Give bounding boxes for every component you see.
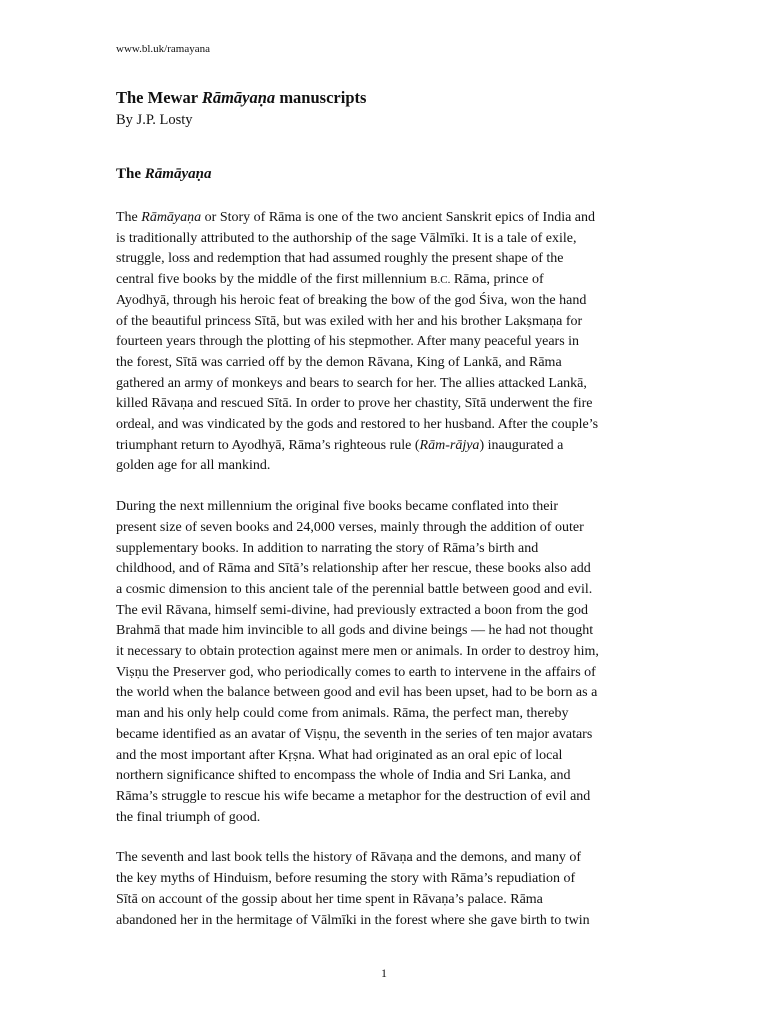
text-run: golden age for all mankind. (116, 458, 271, 474)
text-line (116, 456, 656, 477)
text-line (116, 890, 656, 911)
text-run: struggle, loss and redemption that had assumed roughly the present shape of the (116, 251, 564, 267)
text-run: Viṣṇu the Preserver god, who periodically comes to earth to intervene in the affairs of (116, 664, 596, 680)
text-line (116, 601, 656, 622)
text-run: gathered an army of monkeys and bears to search for her. The allies attacked Lankā, (116, 375, 587, 391)
text-line (116, 415, 656, 436)
section-heading (116, 165, 211, 183)
page-number: 1 (381, 966, 387, 980)
document-title (116, 88, 366, 108)
text-line (116, 683, 656, 704)
text-run: man and his only help could come from animals. Rāma, the perfect man, thereby (116, 706, 569, 722)
text-run: The seventh and last book tells the history of Rāvaṇa and the demons, and many of (116, 850, 582, 866)
text-run: central five books by the middle of the first millennium (116, 272, 431, 288)
header-url: www.bl.uk/ramayana (116, 43, 210, 55)
text-run: is traditionally attributed to the authorship of the sage Vālmīki. It is a tale of exile, (116, 230, 577, 246)
italic-text: Rām-rājya (419, 437, 480, 453)
text-run: present size of seven books and 24,000 verses, mainly through the addition of outer (116, 519, 584, 535)
text-line (116, 374, 656, 395)
text-line (116, 642, 656, 663)
text-run: ) inaugurated a (479, 437, 564, 453)
text-line (116, 270, 656, 291)
text-line (116, 436, 656, 457)
section-heading-italic-word: Rāmāyaṇa (144, 166, 212, 182)
text-run: a cosmic dimension to this ancient tale of the perennial battle between good and evil. (116, 581, 593, 597)
title-italic-word: Rāmāyaṇa (201, 88, 276, 107)
text-run: supplementary books. In addition to narrating the story of Rāma’s birth and (116, 540, 539, 556)
text-run: Rāma, prince of (450, 272, 544, 288)
text-run: triumphant return to Ayodhyā, Rāma’s righteous rule ( (116, 437, 420, 453)
text-line (116, 208, 656, 229)
text-line (116, 394, 656, 415)
text-run: the world when the balance between good and evil has been upset, had to be born as a (116, 685, 598, 701)
text-line (116, 249, 656, 270)
text-line (116, 766, 656, 787)
text-run: childhood, and of Rāma and Sītā’s relationship after her rescue, these books also add (116, 561, 591, 577)
body-text (116, 208, 656, 951)
text-run: the forest, Sītā was carried off by the demon Rāvana, King of Lankā, and Rāma (116, 354, 562, 370)
text-run: abandoned her in the hermitage of Vālmīki in the forest where she gave birth to twin (116, 912, 590, 928)
text-line (116, 808, 656, 829)
text-line (116, 291, 656, 312)
title-suffix: manuscripts (275, 88, 367, 107)
text-run: ordeal, and was vindicated by the gods and restored to her husband. After the couple’s (116, 417, 599, 433)
text-line (116, 725, 656, 746)
text-line (116, 911, 656, 932)
text-run: Brahmā that made him invincible to all gods and divine beings — he had not thought (116, 623, 594, 639)
text-run: The evil Rāvana, himself semi-divine, had previously extracted a boon from the god (116, 602, 588, 618)
text-line (116, 229, 656, 250)
text-line (116, 746, 656, 767)
text-run: it necessary to obtain protection against mere men or animals. In order to destroy him, (116, 644, 599, 660)
text-line (116, 869, 656, 890)
text-run: During the next millennium the original five books became conflated into their (116, 499, 559, 515)
text-run: became identified as an avatar of Viṣṇu, the seventh in the series of ten major avatars (116, 726, 593, 742)
text-run: Rāma’s struggle to rescue his wife became a metaphor for the destruction of evil and (116, 788, 591, 804)
text-line (116, 353, 656, 374)
text-run: of the beautiful princess Sītā, but was exiled with her and his brother Lakṣmaṇa for (116, 313, 583, 329)
text-run: Ayodhyā, through his heroic feat of breaking the bow of the god Śiva, won the hand (116, 292, 587, 308)
text-run: or Story of Rāma is one of the two ancient Sanskrit epics of India and (201, 210, 596, 225)
text-line (116, 704, 656, 725)
text-run: fourteen years through the plotting of his stepmother. After many peaceful years in (116, 334, 580, 350)
text-line (116, 539, 656, 560)
text-line (116, 848, 656, 869)
text-run: the key myths of Hinduism, before resuming the story with Rāma’s repudiation of (116, 871, 576, 887)
small-caps-text: B.C. (430, 274, 451, 287)
paragraph (116, 208, 656, 477)
text-run: killed Rāvaṇa and rescued Sītā. In order to prove her chastity, Sītā underwent the fire (116, 396, 593, 412)
author-byline: By J.P. Losty (116, 112, 193, 128)
text-run: the final triumph of good. (116, 809, 261, 825)
text-run: and the most important after Kṛṣna. What had originated as an oral epic of local (116, 747, 563, 763)
text-run: Sītā on account of the gossip about her time spent in Rāvaṇa’s palace. Rāma (116, 891, 543, 907)
text-line (116, 497, 656, 518)
text-line (116, 518, 656, 539)
text-line (116, 559, 656, 580)
italic-text: Rāmāyaṇa (141, 210, 202, 225)
text-line (116, 332, 656, 353)
text-line (116, 787, 656, 808)
paragraph (116, 848, 656, 931)
text-line (116, 663, 656, 684)
text-run: northern significance shifted to encompass the whole of India and Sri Lanka, and (116, 768, 571, 784)
section-heading-prefix: The (116, 166, 145, 182)
text-run: The (116, 210, 142, 225)
paragraph (116, 497, 656, 828)
text-line (116, 580, 656, 601)
text-line (116, 312, 656, 333)
title-prefix: The Mewar (116, 88, 202, 107)
text-line (116, 621, 656, 642)
